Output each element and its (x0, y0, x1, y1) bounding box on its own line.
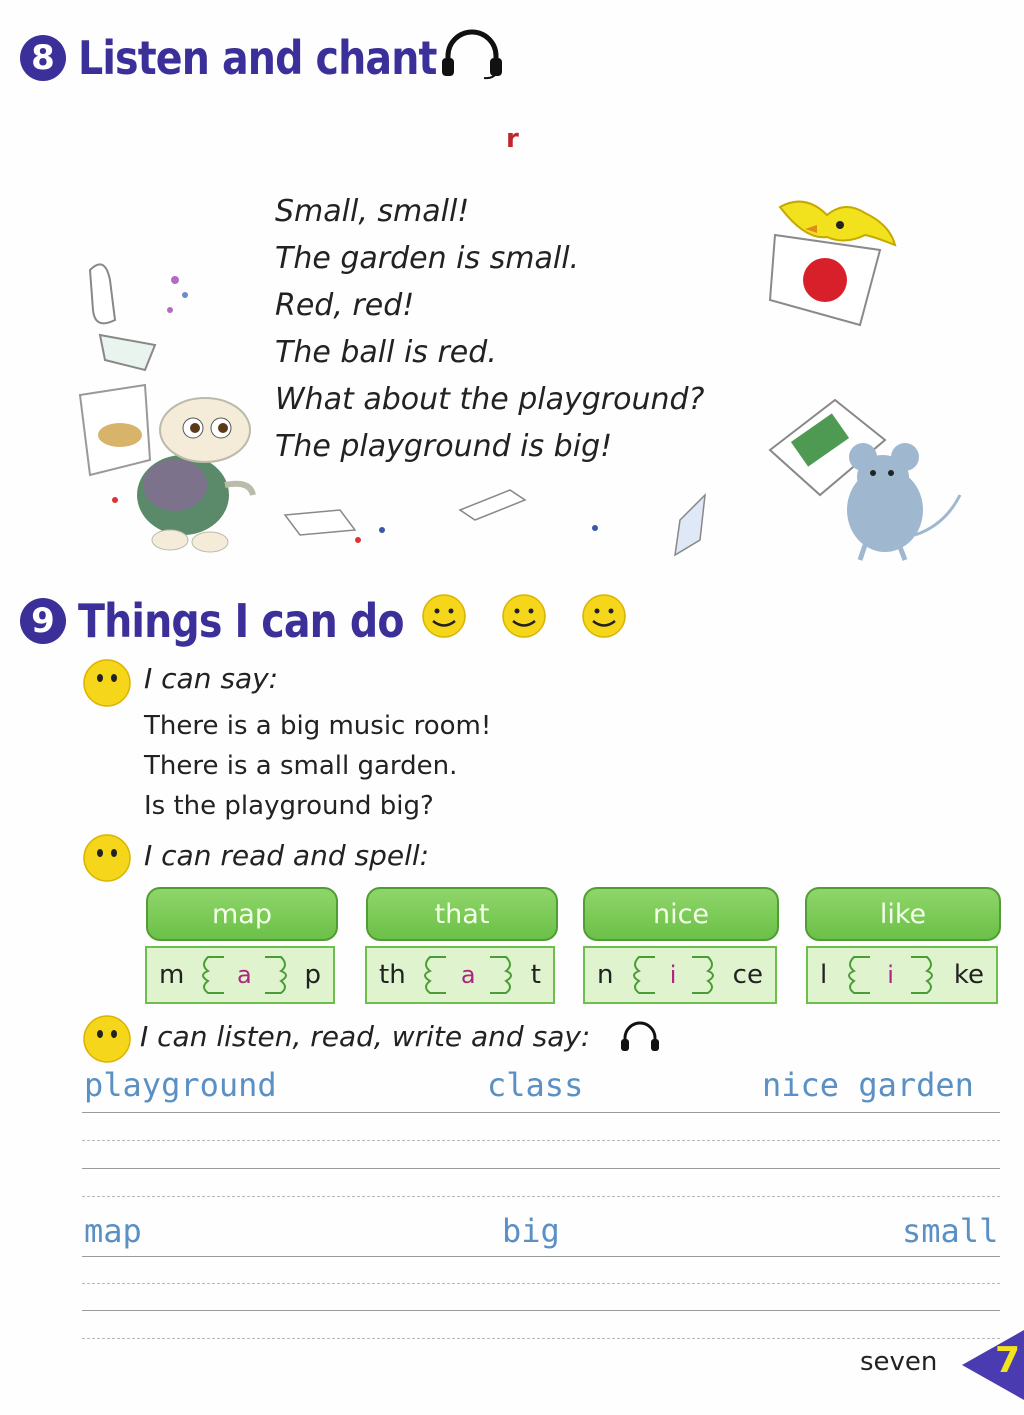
floating-papers (280, 480, 740, 570)
word-card-nice[interactable]: nice (583, 887, 779, 941)
mouse-illustration (765, 395, 975, 565)
say-line: There is a big music room! (144, 711, 492, 741)
headphones-icon[interactable] (620, 1020, 660, 1054)
puzzle-piece-left-icon (416, 953, 450, 997)
puzzle-start: n (597, 960, 614, 990)
writing-line (82, 1283, 1000, 1284)
chant-line: The playground is big! (275, 429, 613, 464)
puzzle-map (145, 946, 335, 1004)
writing-line[interactable] (82, 1168, 1000, 1169)
puzzle-start: l (820, 960, 828, 990)
smiley-face-icon (498, 594, 550, 638)
smiley-face-icon (578, 594, 630, 638)
puzzle-piece-left-icon (840, 953, 874, 997)
writing-line (82, 1140, 1000, 1141)
puzzle-piece-right-icon (261, 953, 295, 997)
section-8-header (20, 31, 495, 85)
chant-letter: r (506, 124, 519, 154)
puzzle-piece-right-icon (486, 953, 520, 997)
puzzle-like (806, 946, 998, 1004)
puzzle-vowel: a (460, 961, 476, 989)
say-line: Is the playground big? (144, 791, 434, 821)
puzzle-end: t (530, 960, 541, 990)
page-number: 7 (995, 1340, 1021, 1381)
trace-word: map (84, 1212, 142, 1250)
trace-word: playground (84, 1066, 277, 1104)
writing-line (82, 1112, 1000, 1113)
bird-flag-illustration (765, 195, 905, 330)
writing-line (82, 1196, 1000, 1197)
puzzle-vowel: i (669, 961, 677, 989)
say-line: There is a small garden. (144, 751, 458, 781)
section-9-title: Things I can do (78, 594, 404, 648)
section-8-title: Listen and chant (78, 31, 437, 85)
puzzle-end: ce (732, 960, 763, 990)
page-word: seven (860, 1347, 938, 1377)
section-9-header (20, 594, 457, 648)
puzzle-end: p (304, 960, 321, 990)
writing-line (82, 1338, 1000, 1339)
word-card-that[interactable]: that (366, 887, 558, 941)
puzzle-piece-left-icon (194, 953, 228, 997)
trace-word: big (502, 1212, 560, 1250)
can-say-lines (144, 706, 491, 826)
puzzle-vowel: a (237, 961, 252, 989)
puzzle-piece-right-icon (907, 953, 941, 997)
smiley-bullet-icon (82, 833, 132, 883)
writing-line[interactable] (82, 1310, 1000, 1311)
writing-line (82, 1256, 1000, 1257)
word-card-map[interactable]: map (146, 887, 338, 941)
puzzle-start: th (379, 960, 406, 990)
puzzle-end: ke (953, 960, 984, 990)
word-card-like[interactable]: like (805, 887, 1001, 941)
can-listen-label: I can listen, read, write and say: (140, 1020, 591, 1053)
puzzle-vowel: i (887, 961, 894, 989)
puzzle-that (365, 946, 555, 1004)
puzzle-start: m (159, 960, 185, 990)
puzzle-piece-right-icon (688, 953, 722, 997)
puzzle-piece-left-icon (625, 953, 659, 997)
headphones-icon[interactable] (440, 28, 504, 80)
chant-line: Red, red! (275, 288, 415, 323)
puzzle-nice (583, 946, 777, 1004)
smiley-face-icon (418, 594, 470, 638)
chant-line: Small, small! (275, 194, 470, 229)
trace-word: small (902, 1212, 999, 1250)
chant-line: What about the playground? (275, 382, 705, 417)
smiley-bullet-icon (82, 658, 132, 708)
smiley-bullet-icon (82, 1014, 132, 1064)
turtle-illustration (75, 250, 270, 560)
trace-word: class (487, 1066, 584, 1104)
trace-word: nice garden (762, 1066, 974, 1104)
can-say-label: I can say: (144, 662, 279, 695)
section-number-8: 8 (20, 35, 66, 81)
chant-line: The garden is small. (275, 241, 580, 276)
can-read-label: I can read and spell: (144, 839, 430, 872)
section-number-9: 9 (20, 598, 66, 644)
chant-line: The ball is red. (275, 335, 497, 370)
chant-text (275, 188, 704, 470)
